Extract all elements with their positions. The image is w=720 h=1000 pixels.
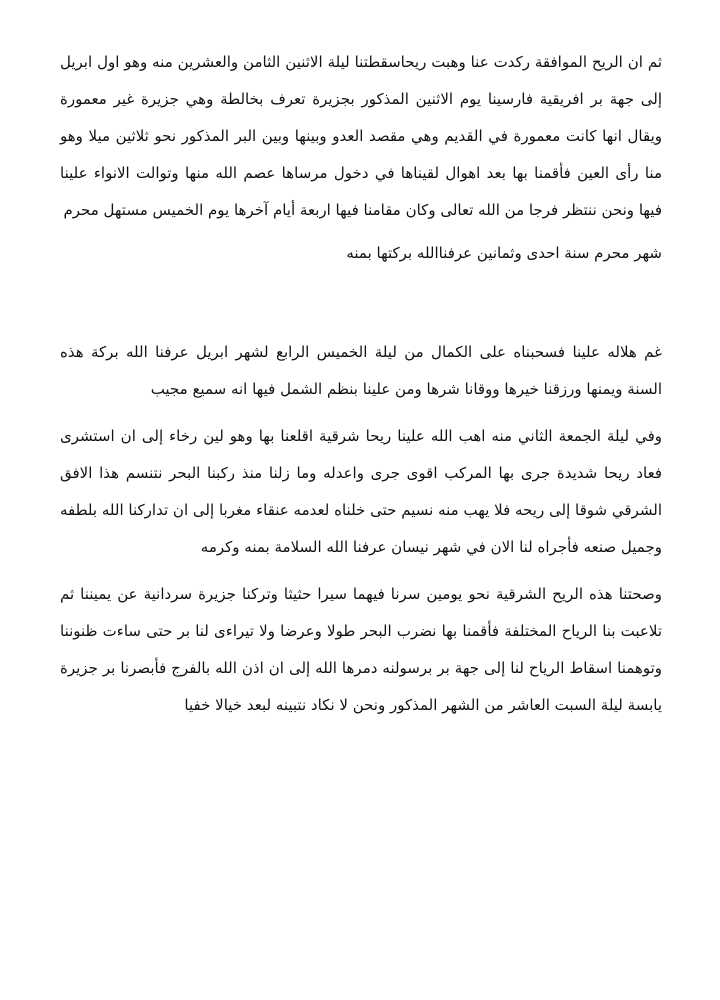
paragraph-1: ثم ان الريح الموافقة ركدت عنا وهبت ريحاسقطتنا ليلة الاثنين الثامن والعشرين منه وهو اول ابريل إلى جهة بر افريقية فارسينا يوم الاثنين المذكور بجزيرة تعرف بخالطة وهي جزيرة غير معمورة ويقال انها كانت معمورة في القديم وهي مقصد العدو وبينها وبين البر المذكور نحو ثلاثين ميلا وهو منا رأى العين فأقمنا بها بعد اهوال لقيناها في دخول مرساها عصم الله منها وتوالت الانواء علينا فيها ونحن ننتظر فرجا من الله تعالى وكان مقامنا فيها اربعة أيام آخرها يوم الخميس مستهل محرم — [60, 53, 662, 219]
section-spacer — [60, 272, 662, 334]
paragraph-3: غم هلاله علينا فسحبناه على الكمال من ليلة الخميس الرابع لشهر ابريل عرفنا الله بركة هذه السنة ويمنها ورزقنا خيرها ووقانا شرها ومن علينا بنظم الشمل فيها انه سميع مجيب — [60, 343, 662, 398]
paragraph-spacer — [60, 408, 662, 418]
paragraph-2: شهر محرم سنة احدى وثمانين عرفناالله بركتها بمنه — [346, 244, 662, 262]
paragraph-5: وصحتنا هذه الريح الشرقية نحو يومين سرنا فيهما سيرا حثيثا وتركنا جزيرة سردانية عن يميننا ثم تلاعبت بنا الرياح المختلفة فأقمنا بها نضرب البحر طولا وعرضا ولا تيراءى لنا بر حتى ساءت ظنوننا وتوهمنا اسقاط الرياح لنا إلى جهة بر برسولنه دمرها الله إلى ان اذن الله بالفرج فأبصرنا بر جزيرة يابسة ليلة السبت العاشر من الشهر المذكور ونحن لا نكاد نتبينه لبعد خيالا خفيا — [60, 585, 662, 714]
document-page — [60, 44, 662, 724]
paragraph-spacer — [60, 566, 662, 576]
paragraph-4: وفي ليلة الجمعة الثاني منه اهب الله علينا ريحا شرقية اقلعنا بها وهو لين رخاء إلى ان استشرى فعاد ريحا شديدة جرى بها المركب اقوى جرى واعدله وما زلنا منذ ركبنا البحر نتنسم هذا الافق الشرقي شوقا إلى ريحه فلا يهب منه نسيم حتى خلناه لعدمه عنقاء مغربا إلى ان تداركنا الله بلطفه وجميل صنعه فأجراه لنا الان في شهر نيسان عرفنا الله السلامة بمنه وكرمه — [60, 427, 662, 556]
